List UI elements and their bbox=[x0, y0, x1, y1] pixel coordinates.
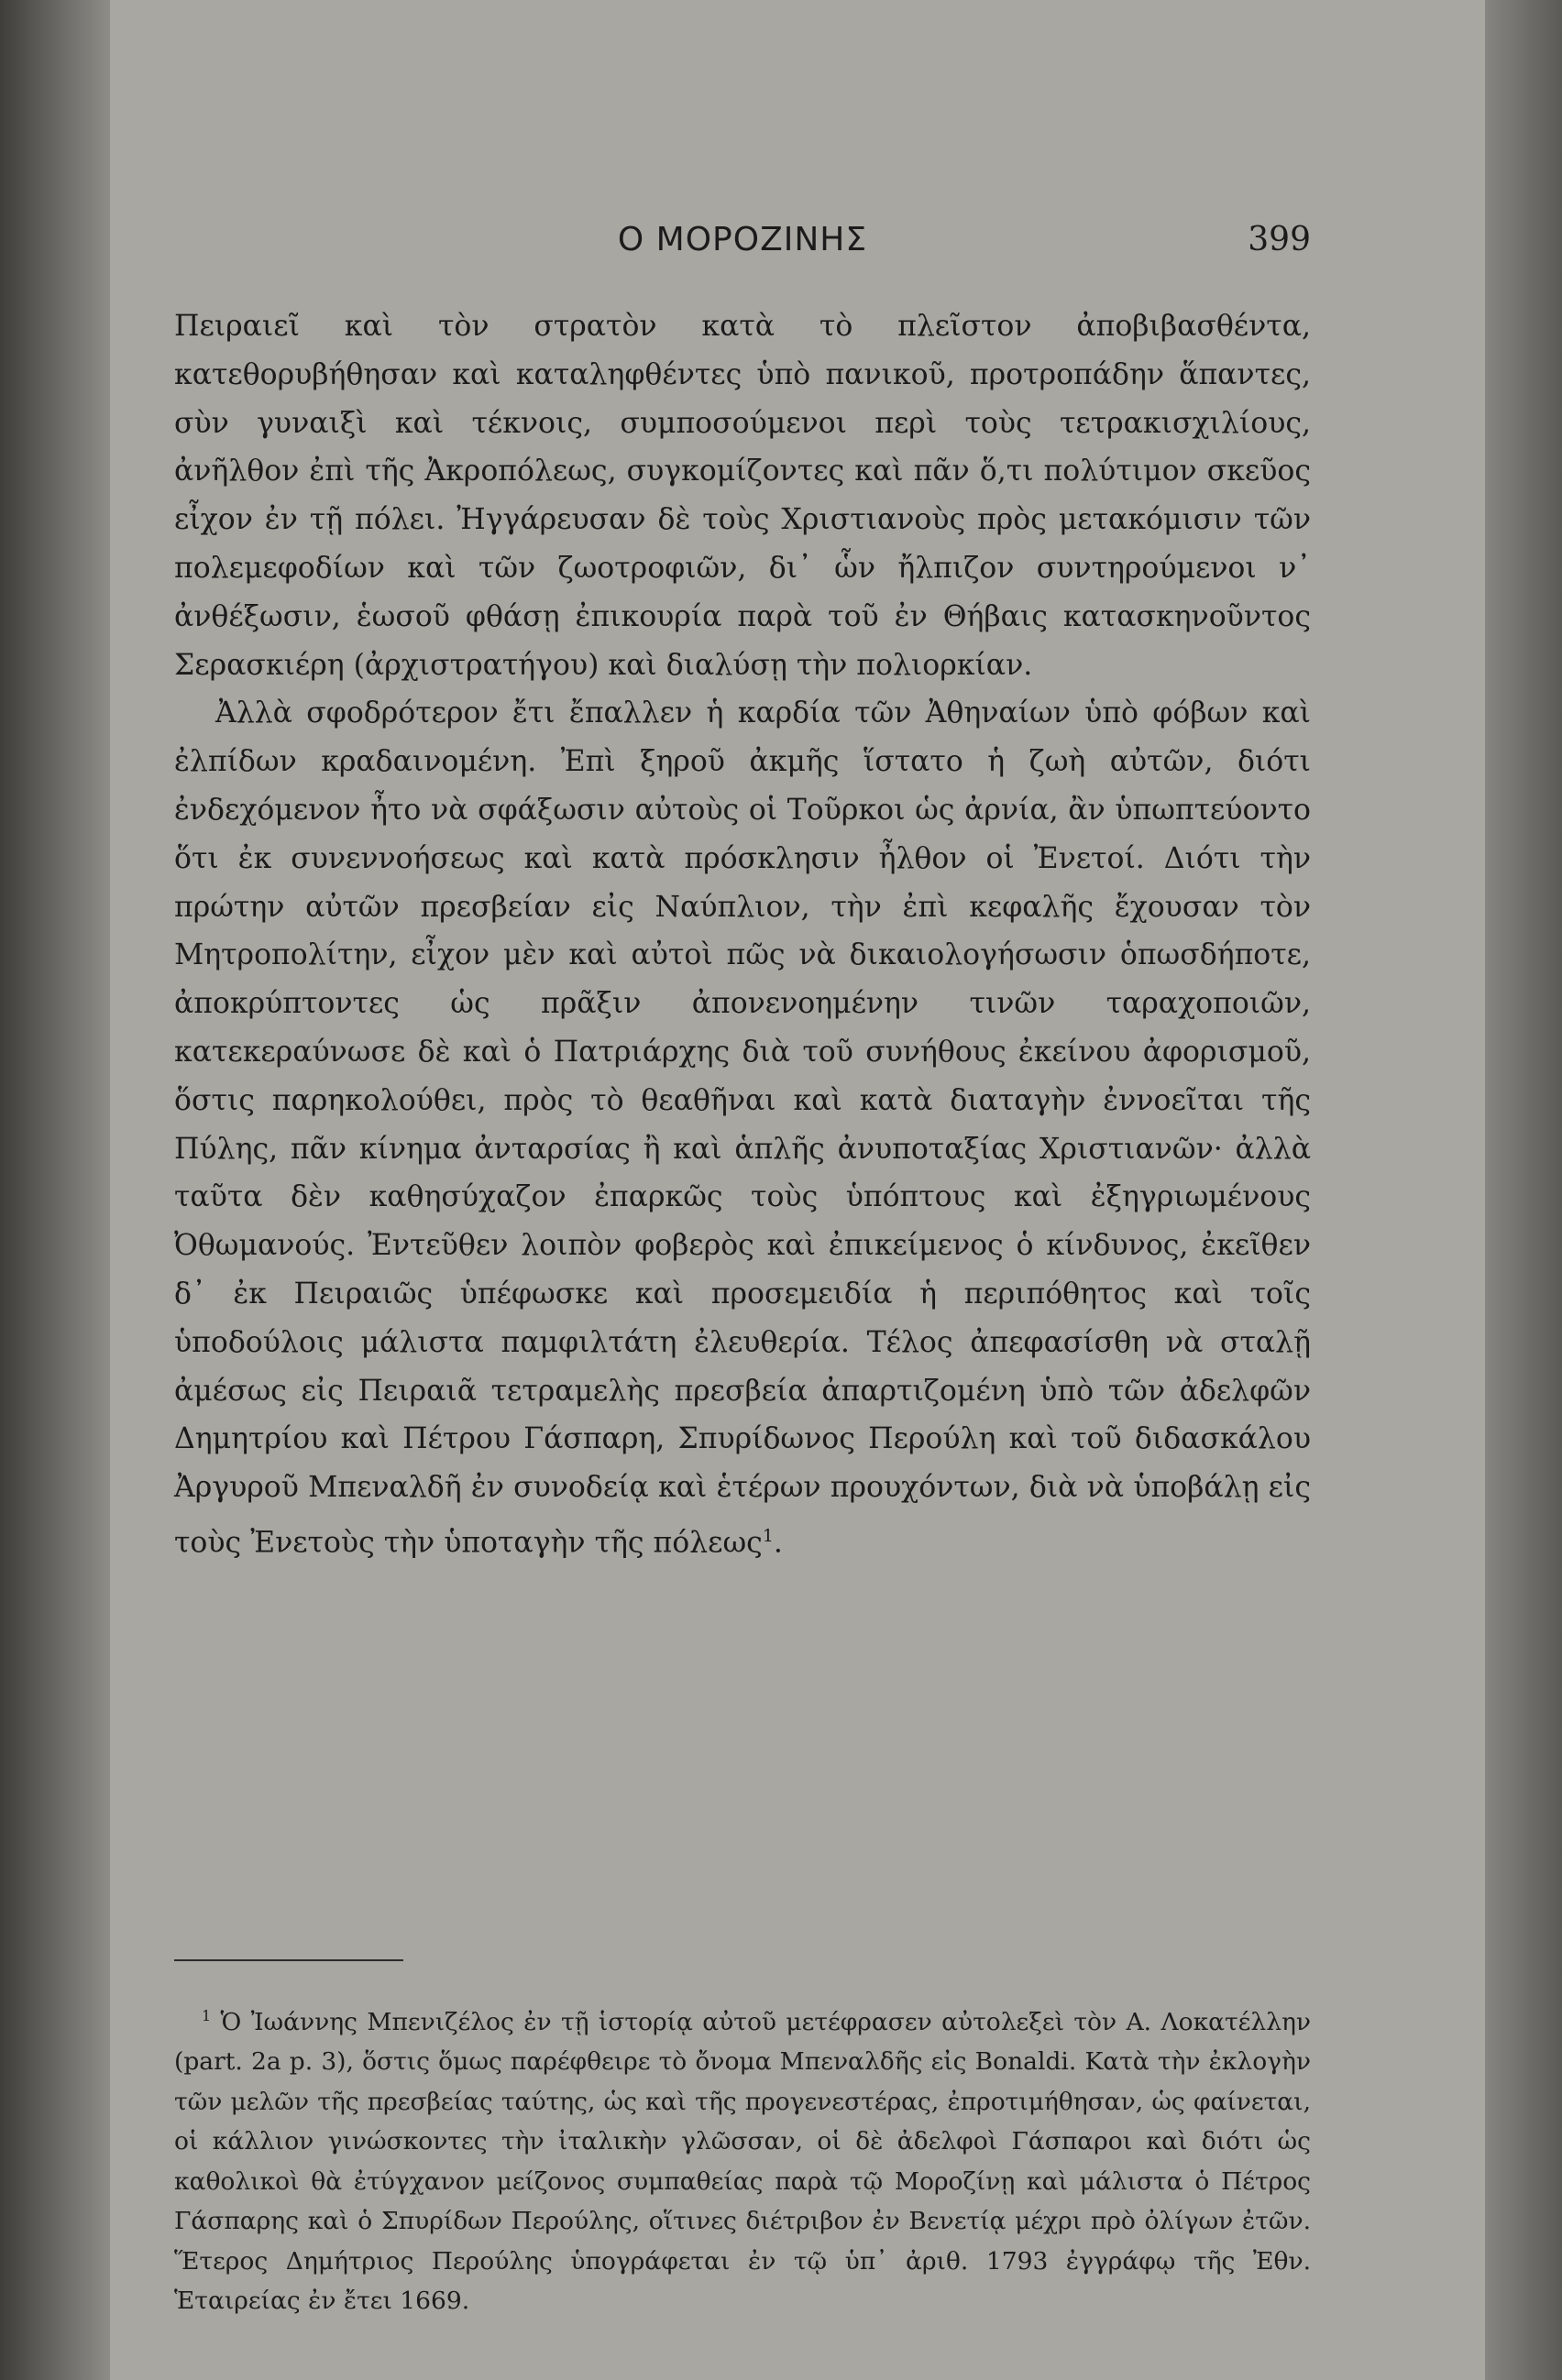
paragraph-text: Ἀλλὰ σφοδρότερον ἔτι ἔπαλλεν ἡ καρδία τῶν Ἀθηναίων ὑπὸ φόβων καὶ ἐλπίδων κραδαινομένη. Ἐπὶ ξηροῦ ἀκμῆς ἵστατο ἡ ζωὴ αὐτῶν, διότι ἐνδεχόμενον ἦτο νὰ σφάξωσιν αὐτοὺς οἱ Τοῦρκοι ὡς ἀρνία, ἂν ὑπωπτεύοντο ὅτι ἐκ συνεννοήσεως καὶ κατὰ πρόσκλησιν ἦλθον οἱ Ἐνετοί. Διότι τὴν πρώτην αὐτῶν πρεσβείαν εἰς Ναύπλιον, τὴν ἐπὶ κεφαλῆς ἔχουσαν τὸν Μητροπολίτην, εἶχον μὲν καὶ αὐτοὶ πῶς νὰ δικαιολογήσωσιν ὁπωσδήποτε, ἀποκρύπτοντες ὡς πρᾶξιν ἀπονενοημένην τινῶν ταραχοποιῶν, κατεκεραύνωσε δὲ καὶ ὁ Πατριάρχης διὰ τοῦ συνήθους ἐκείνου ἀφορισμοῦ, ὅστις παρηκολούθει, πρὸς τὸ θεαθῆναι καὶ κατὰ διαταγὴν ἐννοεῖται τῆς Πύλης, πᾶν κίνημα ἀνταρσίας ἢ καὶ ἁπλῆς ἀνυποταξίας Χριστιανῶν· ἀλλὰ ταῦτα δὲν καθησύχαζον ἐπαρκῶς τοὺς ὑπόπτους καὶ ἐξηγριωμένους Ὀθωμανούς. Ἐντεῦθεν λοιπὸν φοβερὸς καὶ ἐπικείμενος ὁ κίνδυνος, ἐκεῖθεν δ᾽ ἐκ Πειραιῶς ὑπέφωσκε καὶ προσεμειδία ἡ περιπόθητος καὶ τοῖς ὑποδούλοις μάλιστα παμφιλτάτη ἐλευθερία. Τέλος ἀπεφασίσθη νὰ σταλῇ ἀμέσως εἰς Πειραιᾶ τετραμελὴς πρεσβεία ἀπαρτιζομένη ὑπὸ τῶν ἀδελφῶν Δημητρίου καὶ Πέτρου Γάσπαρη, Σπυρίδωνος Περούλη καὶ τοῦ διδασκάλου Ἀργυροῦ Μπεναλδῆ ἐν συνοδείᾳ καὶ ἑτέρων προυχόντων, διὰ νὰ ὑποβάλῃ εἰς τοὺς Ἐνετοὺς τὴν ὑποταγὴν τῆς πόλεως bbox=[174, 696, 1311, 1560]
page-number: 399 bbox=[1248, 221, 1311, 258]
footnote-marker: 1 bbox=[202, 2007, 212, 2024]
scan-border-right bbox=[1480, 0, 1562, 2380]
footnote-reference: 1 bbox=[762, 1525, 774, 1546]
scan-border-left bbox=[0, 0, 110, 2380]
main-text bbox=[174, 302, 1311, 1567]
footnote-text: Ὁ Ἰωάννης Μπενιζέλος ἐν τῇ ἱστορίᾳ αὐτοῦ μετέφρασεν αὐτολεξεὶ τὸν A. Λοκατέλλην (part. 2a p. 3), ὅστις ὅμως παρέφθειρε τὸ ὄνομα Μπεναλδῆς εἰς Bonaldi. Κατὰ τὴν ἐκλογὴν τῶν μελῶν τῆς πρεσβείας ταύτης, ὡς καὶ τῆς προγενεστέρας, ἐπροτιμήθησαν, ὡς φαίνεται, οἱ κάλλιον γινώσκοντες τὴν ἰταλικὴν γλῶσσαν, οἱ δὲ ἀδελφοὶ Γάσπαροι καὶ διότι ὡς καθολικοὶ θὰ ἐτύγχανον μείζονος συμπαθείας παρὰ τῷ Μοροζίνῃ καὶ μάλιστα ὁ Πέτρος Γάσπαρης καὶ ὁ Σπυρίδων Περούλης, οἵτινες διέτριβον ἐν Βενετίᾳ μέχρι πρὸ ὀλίγων ἐτῶν. Ἕτερος Δημήτριος Περούλης ὑπογράφεται ἐν τῷ ὑπ᾽ ἀριθ. 1793 ἐγγράφῳ τῆς Ἐθν. Ἑταιρείας ἐν ἔτει 1669. bbox=[174, 2007, 1311, 2316]
running-head bbox=[174, 215, 1311, 270]
paragraph-end-punctuation: . bbox=[773, 1526, 783, 1560]
paragraph: Πειραιεῖ καὶ τὸν στρατὸν κατὰ τὸ πλεῖστον ἀποβιβασθέντα, κατεθορυβήθησαν καὶ καταληφθέντες ὑπὸ πανικοῦ, προτροπάδην ἅπαντες, σὺν γυναιξὶ καὶ τέκνοις, συμποσούμενοι περὶ τοὺς τετρακισχιλίους, ἀνῆλθον ἐπὶ τῆς Ἀκροπόλεως, συγκομίζοντες καὶ πᾶν ὅ,τι πολύτιμον σκεῦος εἶχον ἐν τῇ πόλει. Ἠγγάρευσαν δὲ τοὺς Χριστιανοὺς πρὸς μετακόμισιν τῶν πολεμεφοδίων καὶ τῶν ζωοτροφιῶν, δι᾽ ὧν ἤλπιζον συντηρούμενοι ν᾽ ἀνθέξωσιν, ἑωσοῦ φθάσῃ ἐπικουρία παρὰ τοῦ ἐν Θήβαις κατασκηνοῦντος Σερασκιέρη (ἀρχιστρατήγου) καὶ διαλύσῃ τὴν πολιορκίαν. bbox=[174, 310, 1311, 682]
footnote bbox=[174, 1996, 1311, 2321]
footnote-divider bbox=[174, 1959, 403, 1961]
paragraph bbox=[174, 689, 1311, 1567]
page-title: Ο ΜΟΡΟΖΙΝΗΣ bbox=[617, 221, 868, 258]
